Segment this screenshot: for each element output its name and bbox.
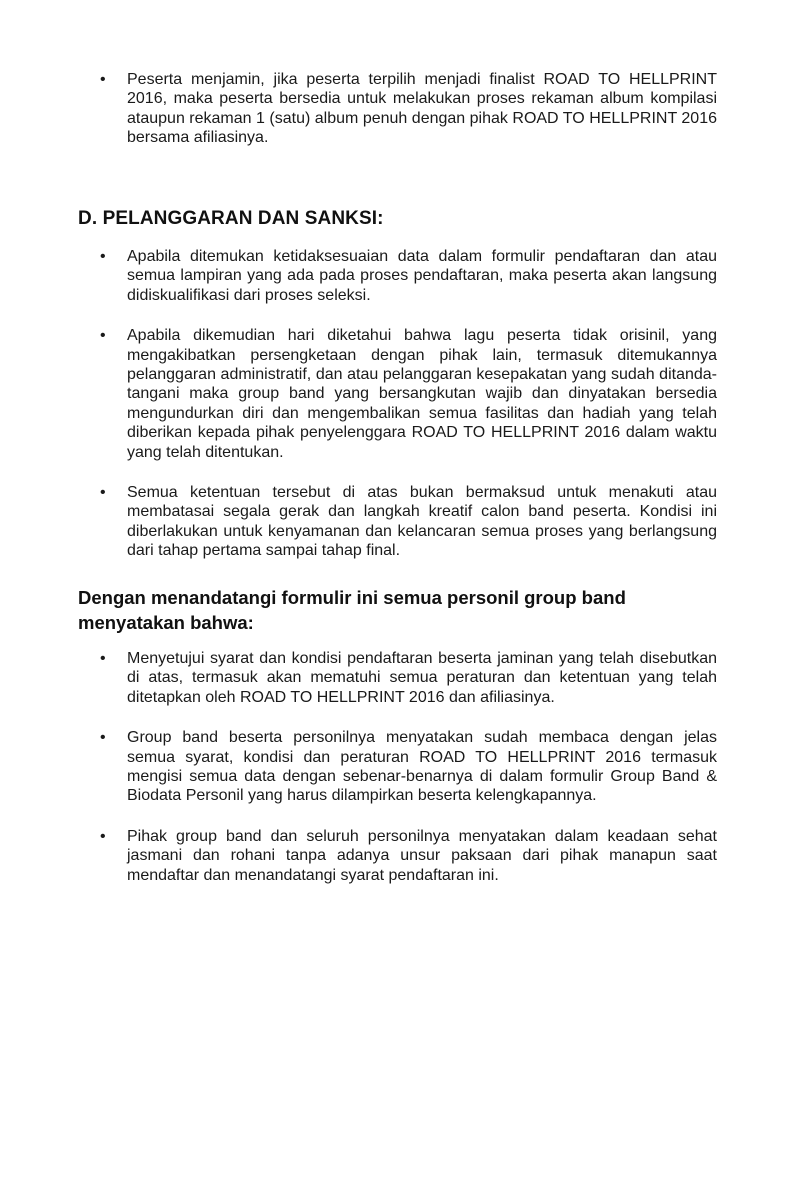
bullet-icon: • (100, 327, 106, 345)
list-item (100, 247, 717, 305)
bullet-icon: • (100, 71, 106, 88)
agreement-bullet-list (100, 649, 717, 906)
section-d-bullet-list (100, 247, 717, 582)
bullet-icon: • (100, 827, 106, 845)
list-item (100, 483, 717, 561)
bullet-icon: • (100, 484, 106, 502)
list-item (100, 649, 717, 707)
list-item-text: Apabila ditemukan ketidaksesuaian data dalam formulir pendaftaran dan atau semua lampiran yang ada pada proses pendaftaran, maka peserta akan langsung didiskualifikasi dari proses seleksi. (127, 248, 717, 304)
list-item-text: Menyetujui syarat dan kondisi pendaftaran beserta jaminan yang telah disebutkan di atas, termasuk akan mematuhi semua peraturan dan ketentuan yang telah ditetapkan oleh ROAD TO HELLPRINT 2016 dan afiliasinya. (127, 650, 717, 706)
bullet-icon: • (100, 729, 106, 747)
bullet-icon: • (100, 650, 106, 667)
bullet-icon: • (100, 248, 106, 265)
list-item (100, 728, 717, 806)
list-item (100, 827, 717, 885)
list-item (100, 326, 717, 462)
section-c-bullet-list (100, 70, 717, 169)
list-item-text: Peserta menjamin, jika peserta terpilih menjadi finalist ROAD TO HELLPRINT 2016, maka peserta bersedia untuk melakukan proses rekaman album kompilasi ataupun rekaman 1 (satu) album penuh dengan pihak ROAD TO HELLPRINT 2016 bersama afiliasinya. (127, 71, 717, 147)
list-item (100, 70, 717, 148)
list-item-text: Apabila dikemudian hari diketahui bahwa lagu peserta tidak orisinil, yang mengakibatkan persengketaan dengan pihak lain, termasuk ditemukannya pelanggaran administratif, dan atau pelanggaran kesepakatan yang sudah ditanda-tangani maka group band yang bersangkutan wajib dan dinyatakan bersedia mengundurkan diri dan mengembalikan semua fasilitas dan hadiah yang telah diberikan kepada pihak penyelenggara ROAD TO HELLPRINT 2016 dalam waktu yang telah ditentukan. (127, 327, 717, 461)
agreement-heading: Dengan menandatangi formulir ini semua personil group band menyatakan bahwa: (78, 587, 626, 633)
section-d-heading: D. PELANGGARAN DAN SANKSI: (78, 208, 384, 229)
list-item-text: Semua ketentuan tersebut di atas bukan bermaksud untuk menakuti atau membatasai segala gerak dan langkah kreatif calon band peserta. Kondisi ini diberlakukan untuk kenyamanan dan kelancaran semua proses yang berlangsung dari tahap pertama sampai tahap final. (127, 484, 717, 560)
list-item-text: Group band beserta personilnya menyatakan sudah membaca dengan jelas semua syarat, kondisi dan peraturan ROAD TO HELLPRINT 2016 termasuk mengisi semua data dengan sebenar-benarnya di dalam formulir Group Band & Biodata Personil yang harus dilampirkan beserta kelengkapannya. (127, 729, 717, 805)
list-item-text: Pihak group band dan seluruh personilnya menyatakan dalam keadaan sehat jasmani dan rohani tanpa adanya unsur paksaan dari pihak manapun saat mendaftar dan menandatangi syarat pendaftaran ini. (127, 827, 717, 884)
